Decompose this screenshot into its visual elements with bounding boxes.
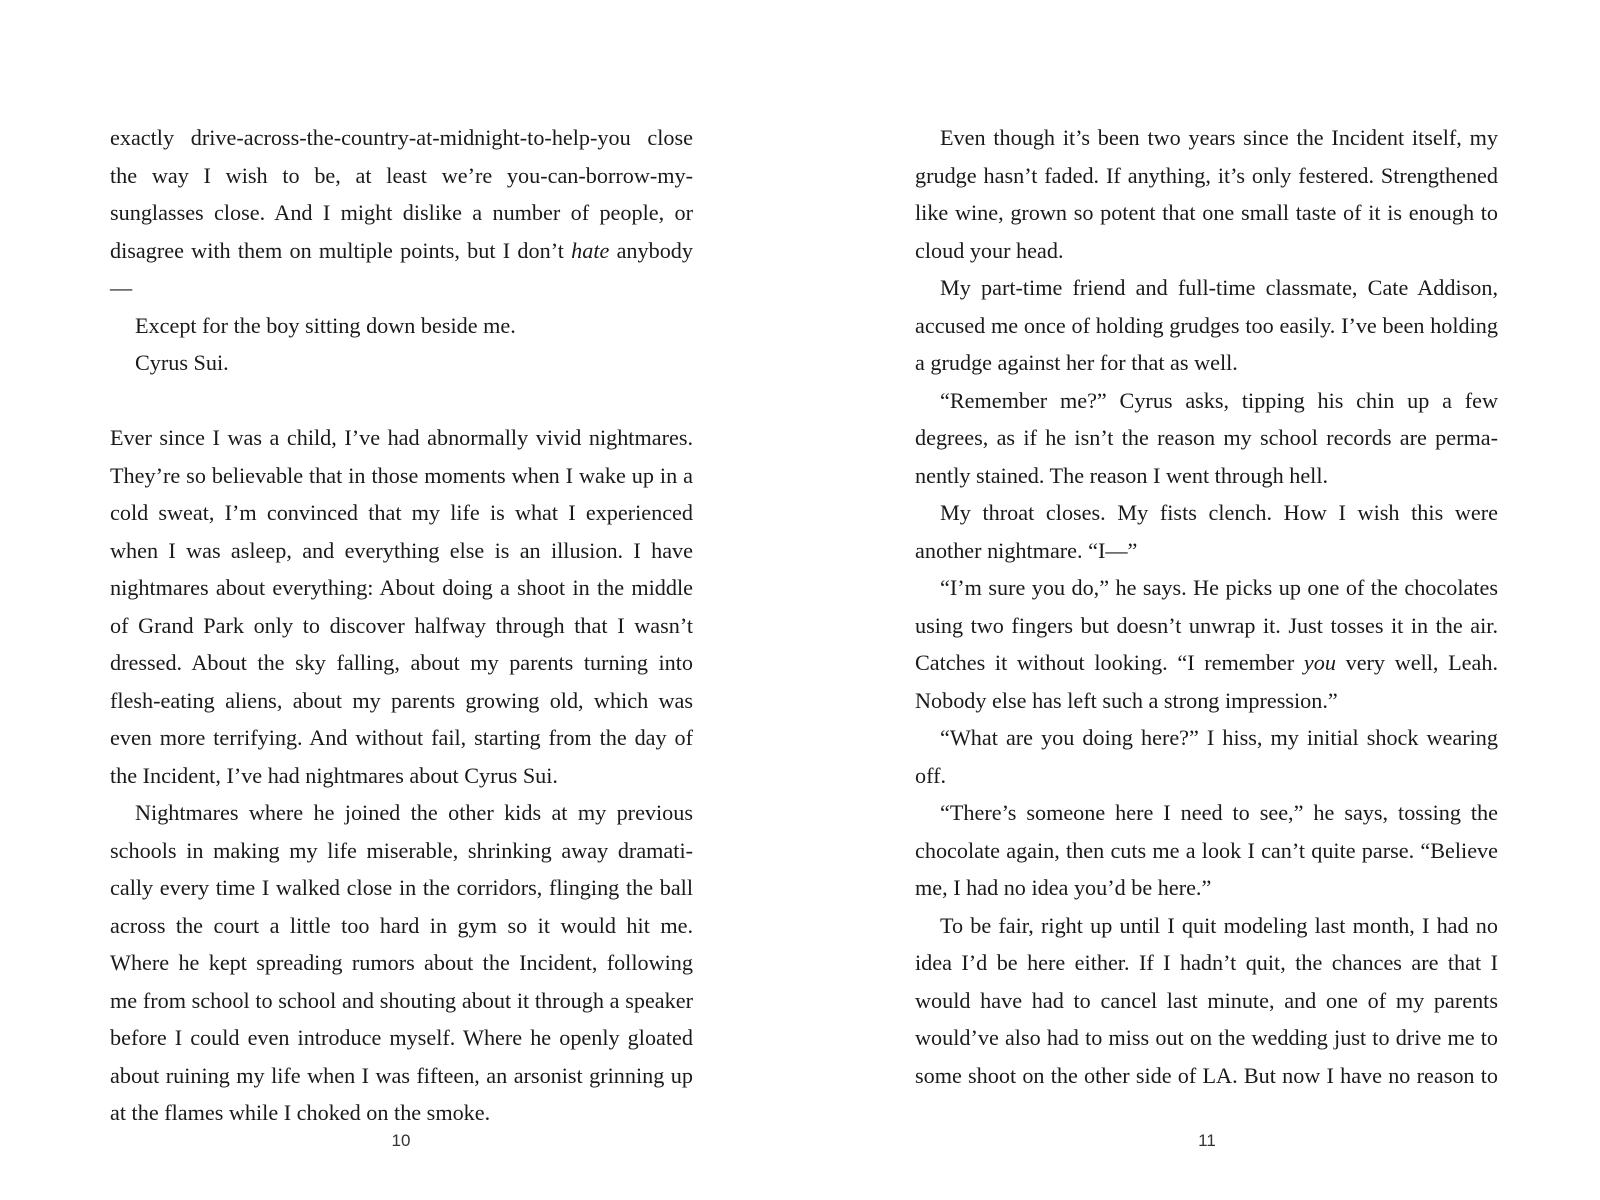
paragraph bbox=[915, 569, 1498, 719]
page-number: 10 bbox=[391, 1131, 411, 1150]
text-segment: “I’m sure you do,” he says. He picks up one of the chocolates using two fingers but doesn’t unwrap it. Just tosses it in the air. Catches it without looking. “I remember bbox=[915, 575, 1498, 675]
text-segment: exactly drive-across-the-country-at-midnight-to-help-you close the way I wish to be, at least we’re you-can-borrow-my-sunglasses close. And I might dislike a number of people, or disagree with them on multiple points, but I don’t bbox=[110, 125, 693, 263]
text-segment: anybody— bbox=[110, 237, 693, 300]
paragraph: “There’s someone here I need to see,” he says, tossing the chocolate again, then cuts me a look I can’t quite parse. “Believe me, I had no idea you’d be here.” bbox=[915, 800, 1498, 900]
right-page bbox=[800, 0, 1600, 1200]
paragraph: To be fair, right up until I quit modeling last month, I had no idea I’d be here either. If I hadn’t quit, the chances are that I would have had to cancel last minute, and one of my parents would’ve also had to miss out on the wedding just to drive me to some shoot on the other side of LA. But now I have no reason to bbox=[915, 912, 1498, 1088]
paragraph: Nightmares where he joined the other kids at my previous schools in making my life miserable, shrinking away dramatically every time I walked close in the corridors, flinging the ball across the court a little too hard in gym so it would hit me. Where he kept spreading rumors about the Incident, following me from school to school and shouting about it through a speaker before I could even introduce myself. Where he openly gloated about ruining my life when I was fifteen, an arsonist grinning up at the flames while I choked on the smoke. bbox=[110, 800, 693, 1125]
page-number: 11 bbox=[1198, 1131, 1216, 1150]
paragraph: My part-time friend and full-time classmate, Cate Addison, accused me once of holding grudges too easily. I’ve been holding a grudge against her for that as well. bbox=[915, 275, 1498, 375]
paragraph: Cyrus Sui. bbox=[135, 350, 229, 375]
paragraph: Ever since I was a child, I’ve had abnormally vivid nightmares. They’re so believable that in those moments when I wake up in a cold sweat, I’m convinced that my life is what I experienced when I was asleep, and everything else is an illusion. I have nightmares about everything: About doing a shoot in the middle of Grand Park only to discover halfway through that I wasn’t dressed. About the sky falling, about my parents turning into flesh-eating aliens, about my parents growing old, which was even more terrifying. And without fail, starting from the day of the Incident, I’ve had nightmares about Cyrus Sui. bbox=[110, 425, 693, 788]
emphasis-text: you bbox=[1303, 650, 1336, 675]
left-page-text bbox=[110, 119, 693, 1132]
emphasis-text: hate bbox=[571, 237, 610, 263]
paragraph: “Remember me?” Cyrus asks, tipping his chin up a few degrees, as if he isn’t the reason my school records are permanently stained. The reason I went through hell. bbox=[915, 387, 1498, 488]
paragraph: My throat closes. My fists clench. How I wish this were another nightmare. “I—” bbox=[915, 500, 1498, 563]
paragraph: Except for the boy sitting down beside me. bbox=[135, 312, 516, 338]
right-page-text bbox=[915, 119, 1498, 1094]
paragraph bbox=[110, 119, 693, 307]
text-segment: very well, Leah. Nobody else has left such a strong impression.” bbox=[915, 650, 1499, 713]
paragraph: Even though it’s been two years since the Incident itself, my grudge hasn’t faded. If anything, it’s only festered. Strengthened like wine, grown so potent that one small taste of it is enough to cloud your head. bbox=[915, 125, 1498, 263]
paragraph: “What are you doing here?” I hiss, my initial shock wearing off. bbox=[915, 725, 1498, 788]
